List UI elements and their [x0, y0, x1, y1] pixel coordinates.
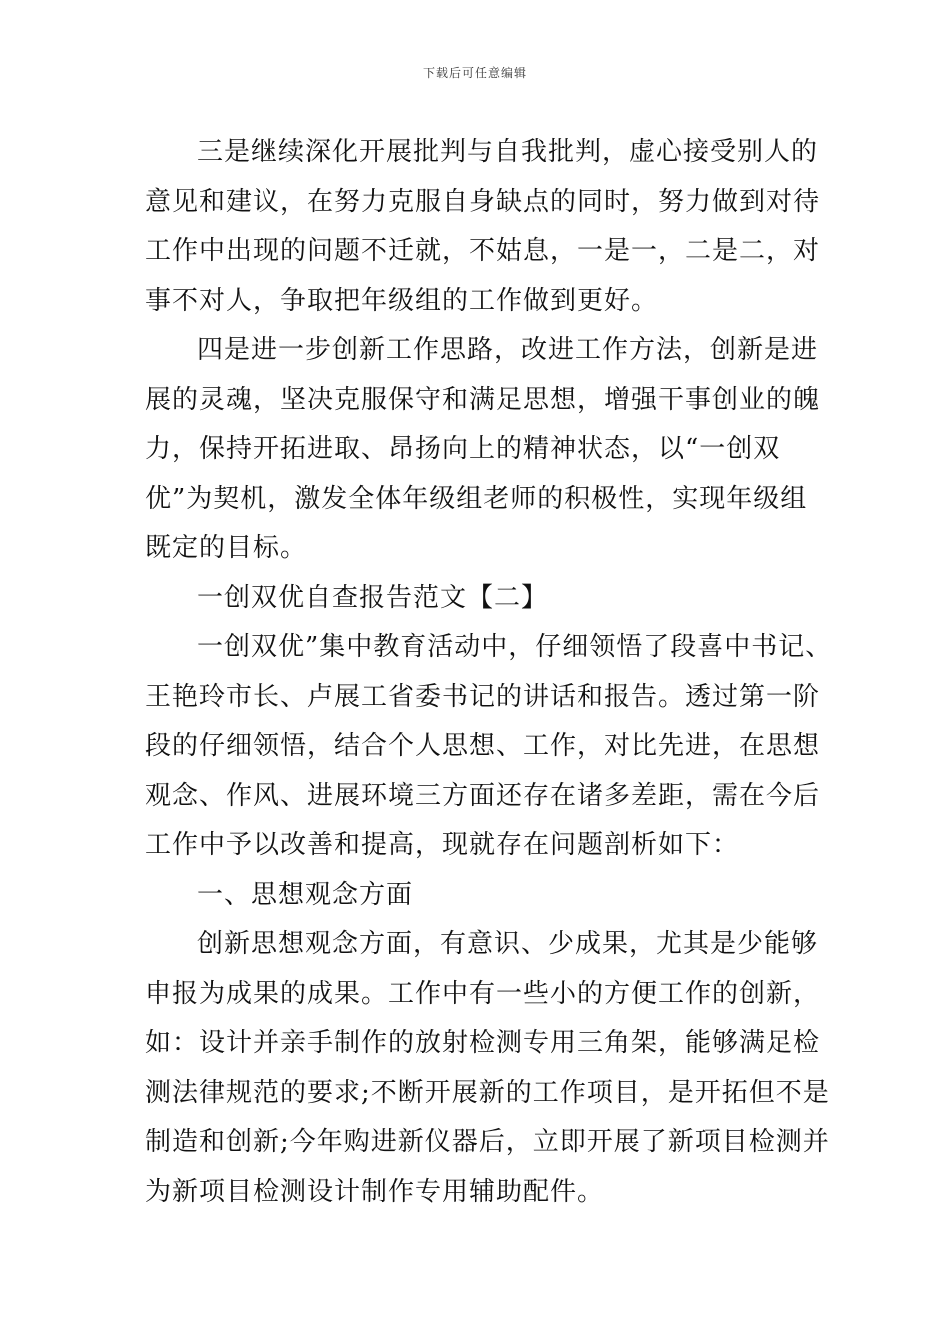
subsection-title: 一、思想观念方面: [197, 879, 414, 910]
section-heading: [145, 574, 815, 624]
text-line: 工作中予以改善和提高，现就存在问题剖析如下：: [145, 830, 740, 860]
section-title: 一创双优自查报告范文【二】: [197, 582, 549, 613]
document-body: [145, 128, 833, 1217]
text-line: 为新项目检测设计制作专用辅助配件。: [145, 1176, 605, 1207]
paragraph-4: [145, 326, 821, 574]
text-line: 力，保持开拓进取、昂扬向上的精神状态，以“一创双: [145, 434, 781, 464]
text-line: 制造和创新;今年购进新仪器后，立即开展了新项目检测并: [145, 1127, 830, 1157]
text-line: 王艳玲市长、卢展工省委书记的讲话和报告。透过第一阶: [145, 681, 821, 712]
text-line: 三是继续深化开展批判与自我批判，虚心接受别人的: [197, 137, 819, 167]
text-line: 段的仔细领悟，结合个人思想、工作，对比先进，在思想: [145, 731, 821, 761]
text-line: 创新思想观念方面，有意识、少成果，尤其是少能够: [197, 929, 819, 959]
text-line: 事不对人，争取把年级组的工作做到更好。: [145, 285, 659, 316]
text-line: 工作中出现的问题不迁就，不姑息，一是一，二是二，对: [145, 236, 821, 266]
text-line: 如：设计并亲手制作的放射检测专用三角架，能够满足检: [145, 1028, 821, 1058]
text-line: 观念、作风、进展环境三方面还存在诸多差距，需在今后: [145, 780, 821, 811]
paragraph-3: [145, 128, 821, 326]
paragraph-innovation: [145, 920, 830, 1217]
text-line: 一创双优”集中教育活动中，仔细领悟了段喜中书记、: [197, 632, 833, 662]
header-note: 下载后可任意编辑: [422, 66, 527, 80]
text-line: 优”为契机，激发全体年级组老师的积极性，实现年级组: [145, 483, 808, 514]
paragraph-intro: [145, 623, 833, 871]
subsection-heading: [145, 871, 815, 921]
text-line: 四是进一步创新工作思路，改进工作方法，创新是进: [197, 335, 819, 365]
text-line: 申报为成果的成果。工作中有一些小的方便工作的创新，: [145, 978, 821, 1009]
text-line: 意见和建议，在努力克服自身缺点的同时，努力做到对待: [145, 186, 821, 217]
text-line: 展的灵魂，坚决克服保守和满足思想，增强干事创业的魄: [145, 384, 821, 415]
text-line: 测法律规范的要求;不断开展新的工作项目，是开拓但不是: [145, 1077, 830, 1108]
text-line: 既定的目标。: [145, 533, 308, 563]
